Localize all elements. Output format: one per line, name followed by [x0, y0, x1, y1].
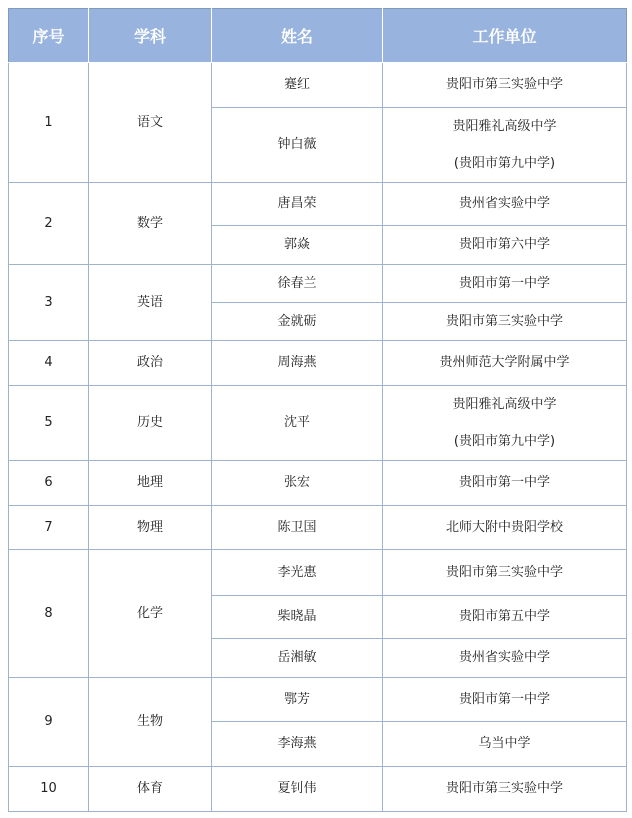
cell-index: 1: [9, 63, 89, 183]
cell-unit: [383, 265, 627, 303]
unit-line: 贵阳市第六中学: [458, 237, 550, 252]
unit-line: 贵阳市第一中学: [458, 691, 550, 707]
cell-unit: [383, 678, 627, 722]
cell-name: 钟白薇: [212, 108, 383, 183]
table-row: [9, 183, 627, 226]
unit-line: 北师大附中贵阳学校: [445, 519, 563, 535]
cell-subject: 体育: [89, 767, 212, 812]
header-name: 姓名: [212, 9, 383, 63]
cell-unit: [383, 63, 627, 108]
cell-unit: [383, 550, 627, 596]
table-row: [9, 386, 627, 461]
cell-name: 岳湘敏: [212, 639, 383, 678]
cell-name: 周海燕: [212, 341, 383, 386]
cell-unit: [383, 226, 627, 265]
table-header: [9, 9, 627, 63]
unit-line: 贵阳市第三实验中学: [445, 781, 563, 796]
unit-line: 贵阳市第一中学: [458, 475, 550, 490]
table-row: [9, 461, 627, 506]
cell-unit: [383, 183, 627, 226]
cell-index: 8: [9, 550, 89, 678]
cell-name: 沈平: [212, 386, 383, 461]
cell-unit: [383, 461, 627, 506]
cell-name: 陈卫国: [212, 506, 383, 550]
cell-unit: [383, 108, 627, 183]
cell-name: 金就砺: [212, 303, 383, 341]
table-row: [9, 341, 627, 386]
cell-name: 郭焱: [212, 226, 383, 265]
cell-unit: [383, 722, 627, 767]
header-row: [9, 9, 627, 63]
unit-line: (贵阳市第九中学): [453, 433, 556, 449]
cell-unit: [383, 767, 627, 812]
cell-unit: [383, 639, 627, 678]
cell-subject: 化学: [89, 550, 212, 678]
header-unit: 工作单位: [383, 9, 627, 63]
header-subject: 学科: [89, 9, 212, 63]
cell-name: 徐春兰: [212, 265, 383, 303]
cell-index: 10: [9, 767, 89, 812]
cell-unit: [383, 596, 627, 639]
cell-name: 夏钊伟: [212, 767, 383, 812]
unit-line: 贵州省实验中学: [458, 650, 550, 665]
unit-line: 贵阳市第三实验中学: [445, 313, 563, 329]
cell-unit: [383, 386, 627, 461]
unit-line: 贵州省实验中学: [458, 196, 550, 211]
cell-subject: 政治: [89, 341, 212, 386]
unit-line: 贵阳市第三实验中学: [445, 77, 563, 92]
header-index: 序号: [9, 9, 89, 63]
unit-line: 贵阳市第五中学: [458, 609, 550, 624]
table-row: [9, 767, 627, 812]
unit-line: 贵阳雅礼高级中学: [452, 118, 557, 134]
cell-index: 6: [9, 461, 89, 506]
table-row: [9, 506, 627, 550]
unit-line: 贵阳市第一中学: [458, 275, 550, 291]
cell-index: 7: [9, 506, 89, 550]
unit-line: (贵阳市第九中学): [453, 155, 556, 171]
cell-name: 李光惠: [212, 550, 383, 596]
table-row: [9, 265, 627, 303]
cell-subject: 地理: [89, 461, 212, 506]
cell-unit: [383, 341, 627, 386]
cell-name: 鄂芳: [212, 678, 383, 722]
table-row: [9, 63, 627, 108]
unit-line: 贵阳市第三实验中学: [445, 564, 563, 580]
unit-line: 乌当中学: [478, 736, 531, 751]
cell-index: 3: [9, 265, 89, 341]
cell-name: 蹇红: [212, 63, 383, 108]
cell-name: 唐昌荣: [212, 183, 383, 226]
cell-subject: 生物: [89, 678, 212, 767]
cell-name: 柴晓晶: [212, 596, 383, 639]
cell-name: 李海燕: [212, 722, 383, 767]
unit-line: 贵州师范大学附属中学: [439, 355, 570, 370]
cell-name: 张宏: [212, 461, 383, 506]
staff-table: [8, 8, 627, 812]
cell-subject: 数学: [89, 183, 212, 265]
table-body: [9, 63, 627, 812]
cell-subject: 语文: [89, 63, 212, 183]
cell-index: 2: [9, 183, 89, 265]
table-row: [9, 550, 627, 596]
unit-line: 贵阳雅礼高级中学: [452, 396, 557, 412]
cell-subject: 历史: [89, 386, 212, 461]
cell-index: 9: [9, 678, 89, 767]
cell-index: 4: [9, 341, 89, 386]
table-row: [9, 678, 627, 722]
cell-index: 5: [9, 386, 89, 461]
cell-unit: [383, 303, 627, 341]
cell-unit: [383, 506, 627, 550]
cell-subject: 英语: [89, 265, 212, 341]
cell-subject: 物理: [89, 506, 212, 550]
